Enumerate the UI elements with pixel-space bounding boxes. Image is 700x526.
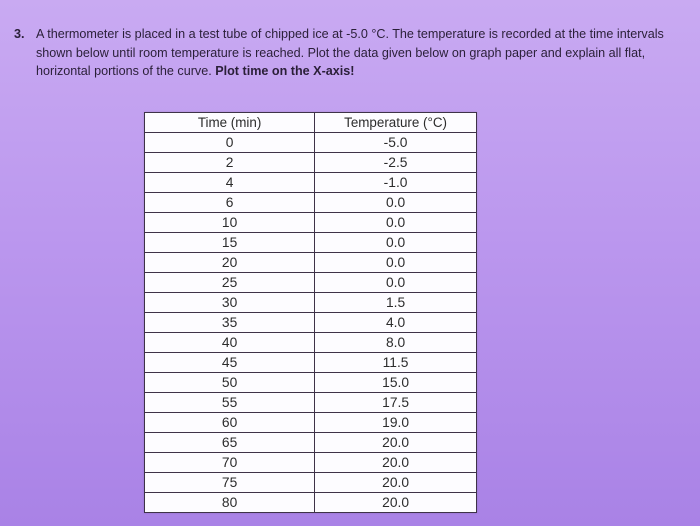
table-row [145, 393, 477, 413]
temperature-cell: 20.0 [315, 473, 477, 493]
table-row [145, 173, 477, 193]
time-cell: 40 [145, 333, 315, 353]
time-cell: 0 [145, 133, 315, 153]
temperature-cell: 11.5 [315, 353, 477, 373]
time-column-header: Time (min) [145, 113, 315, 133]
time-cell: 2 [145, 153, 315, 173]
temperature-cell: 20.0 [315, 453, 477, 473]
time-cell: 75 [145, 473, 315, 493]
time-cell: 65 [145, 433, 315, 453]
temperature-cell: 0.0 [315, 253, 477, 273]
time-cell: 70 [145, 453, 315, 473]
question-text-container [36, 25, 684, 81]
question-text: A thermometer is placed in a test tube of chipped ice at -5.0 °C. The temperature is recorded at the time intervals shown below until room temperature is reached. Plot the data given below on graph paper and explain all flat, horizontal portions of the curve. [36, 27, 664, 78]
table-row [145, 153, 477, 173]
temperature-cell: 20.0 [315, 493, 477, 513]
temperature-cell: 0.0 [315, 213, 477, 233]
time-cell: 15 [145, 233, 315, 253]
time-cell: 6 [145, 193, 315, 213]
temperature-cell: 19.0 [315, 413, 477, 433]
question-number: 3. [14, 27, 25, 41]
temperature-column-header: Temperature (°C) [315, 113, 477, 133]
temperature-cell: 15.0 [315, 373, 477, 393]
temperature-cell: 8.0 [315, 333, 477, 353]
table-row [145, 133, 477, 153]
table-row [145, 493, 477, 513]
time-cell: 30 [145, 293, 315, 313]
table-row [145, 193, 477, 213]
table-row [145, 293, 477, 313]
data-table [144, 112, 477, 513]
table-row [145, 433, 477, 453]
time-cell: 50 [145, 373, 315, 393]
temperature-cell: 20.0 [315, 433, 477, 453]
table-row [145, 313, 477, 333]
table-row [145, 233, 477, 253]
temperature-cell: 1.5 [315, 293, 477, 313]
table-body [145, 133, 477, 513]
table-row [145, 213, 477, 233]
time-cell: 35 [145, 313, 315, 333]
table-row [145, 353, 477, 373]
question-block [14, 25, 684, 81]
time-cell: 25 [145, 273, 315, 293]
time-cell: 55 [145, 393, 315, 413]
table-row [145, 373, 477, 393]
time-cell: 60 [145, 413, 315, 433]
time-cell: 4 [145, 173, 315, 193]
table-row [145, 333, 477, 353]
time-cell: 10 [145, 213, 315, 233]
temperature-cell: -5.0 [315, 133, 477, 153]
table-row [145, 473, 477, 493]
temperature-cell: -2.5 [315, 153, 477, 173]
temperature-cell: 0.0 [315, 233, 477, 253]
temperature-cell: 4.0 [315, 313, 477, 333]
plot-instruction: Plot time on the X-axis! [215, 64, 355, 78]
table-row [145, 453, 477, 473]
time-cell: 80 [145, 493, 315, 513]
temperature-cell: 0.0 [315, 193, 477, 213]
table-row [145, 413, 477, 433]
time-cell: 45 [145, 353, 315, 373]
time-cell: 20 [145, 253, 315, 273]
table-header-row [145, 113, 477, 133]
temperature-cell: 0.0 [315, 273, 477, 293]
table-row [145, 253, 477, 273]
temperature-cell: 17.5 [315, 393, 477, 413]
temperature-cell: -1.0 [315, 173, 477, 193]
table-row [145, 273, 477, 293]
